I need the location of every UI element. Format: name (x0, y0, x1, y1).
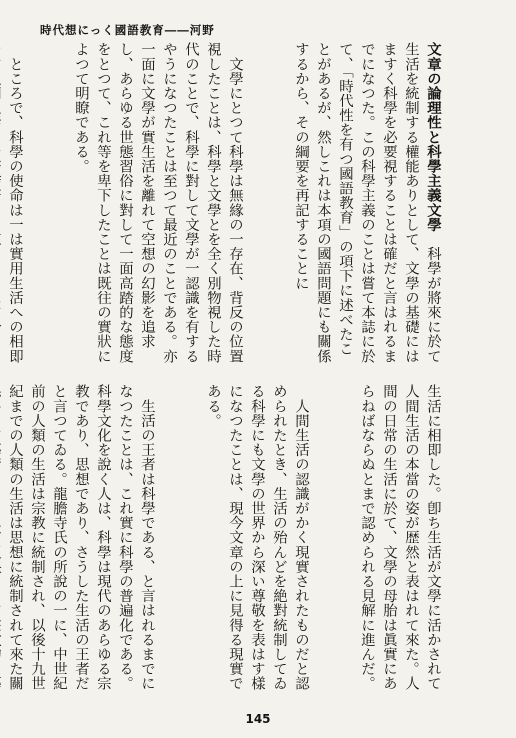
paragraph-5-text: 人間生活の認識がかく現實されたものだと認められたとき、生活の殆んどを絶對統制してゐる科學にも文學の世界から深い尊敬を表はす樣になつたことは、現今文章の上に見得る現實である。 (205, 384, 309, 691)
paragraph-6-text: 生活の王者は科學である、と言はれるまでになつたことは、これ實に科學の普遍化である。科學文化を說く人は、科學は現代のあらゆる宗教であり、思想であり、さうした生活の王者だと言つてゐる。龍膽寺氏の所說の一に、中世紀前の人類の生活は宗教に統制され、以後十九世紀までの人類の生活は思想に統制されて來た關 (7, 384, 155, 691)
paragraph-4-text: 生活に相即した。卽ち生活が文學に活かされて人間生活の本當の姿が歴然と表はれて來た。人間の日常の生活に於て、文學の母胎は眞實にあらねばならぬとまで認められる見解に進んだ。 (359, 384, 441, 691)
running-header: 時代想にっく國語教育――河野 (40, 23, 215, 37)
lower-text-block (7, 384, 488, 702)
paragraph-3 (0, 42, 26, 364)
paragraph-2-text: 文學にとつて科學は無緣の一存在、背反の位置視したことは、科學と文學とを全く別物視した時代のことで、科學に對して文學が一認識を有するやうになつたことは至つて最近のことである。亦一面に文學が實生活を離れて空想の幻影を追求し、あらゆる世態習俗に對して一面高踏的な態度をとつて、これ等を卑下したことは既往の實狀によつて明瞭である。 (73, 42, 243, 364)
paragraph-3-text: ところで、科學の使命は一は實用生活への相即 (7, 56, 23, 364)
paragraph-1 (290, 42, 444, 364)
paragraph-2 (70, 42, 246, 364)
paragraph-4 (356, 384, 444, 702)
upper-text-block (7, 42, 488, 364)
paragraph-1-text: 科學が將來に於て生活を統制する權能ありとして、文學の基礎にはますく科學を必要視することは確だと言はれるまでになつた。この科學主義のことは嘗て本誌に於て、「時代性を有つ國語教育」の項下に述べたことがあるが、然しこれは本項の國語問題にも關係するから、その綱要を再記することに (293, 42, 441, 364)
section-heading: 文章の論理性と科學主義文學 (425, 42, 441, 232)
page-number: 145 (245, 712, 271, 726)
paragraph-5 (202, 384, 312, 702)
paragraph-6 (0, 384, 158, 702)
